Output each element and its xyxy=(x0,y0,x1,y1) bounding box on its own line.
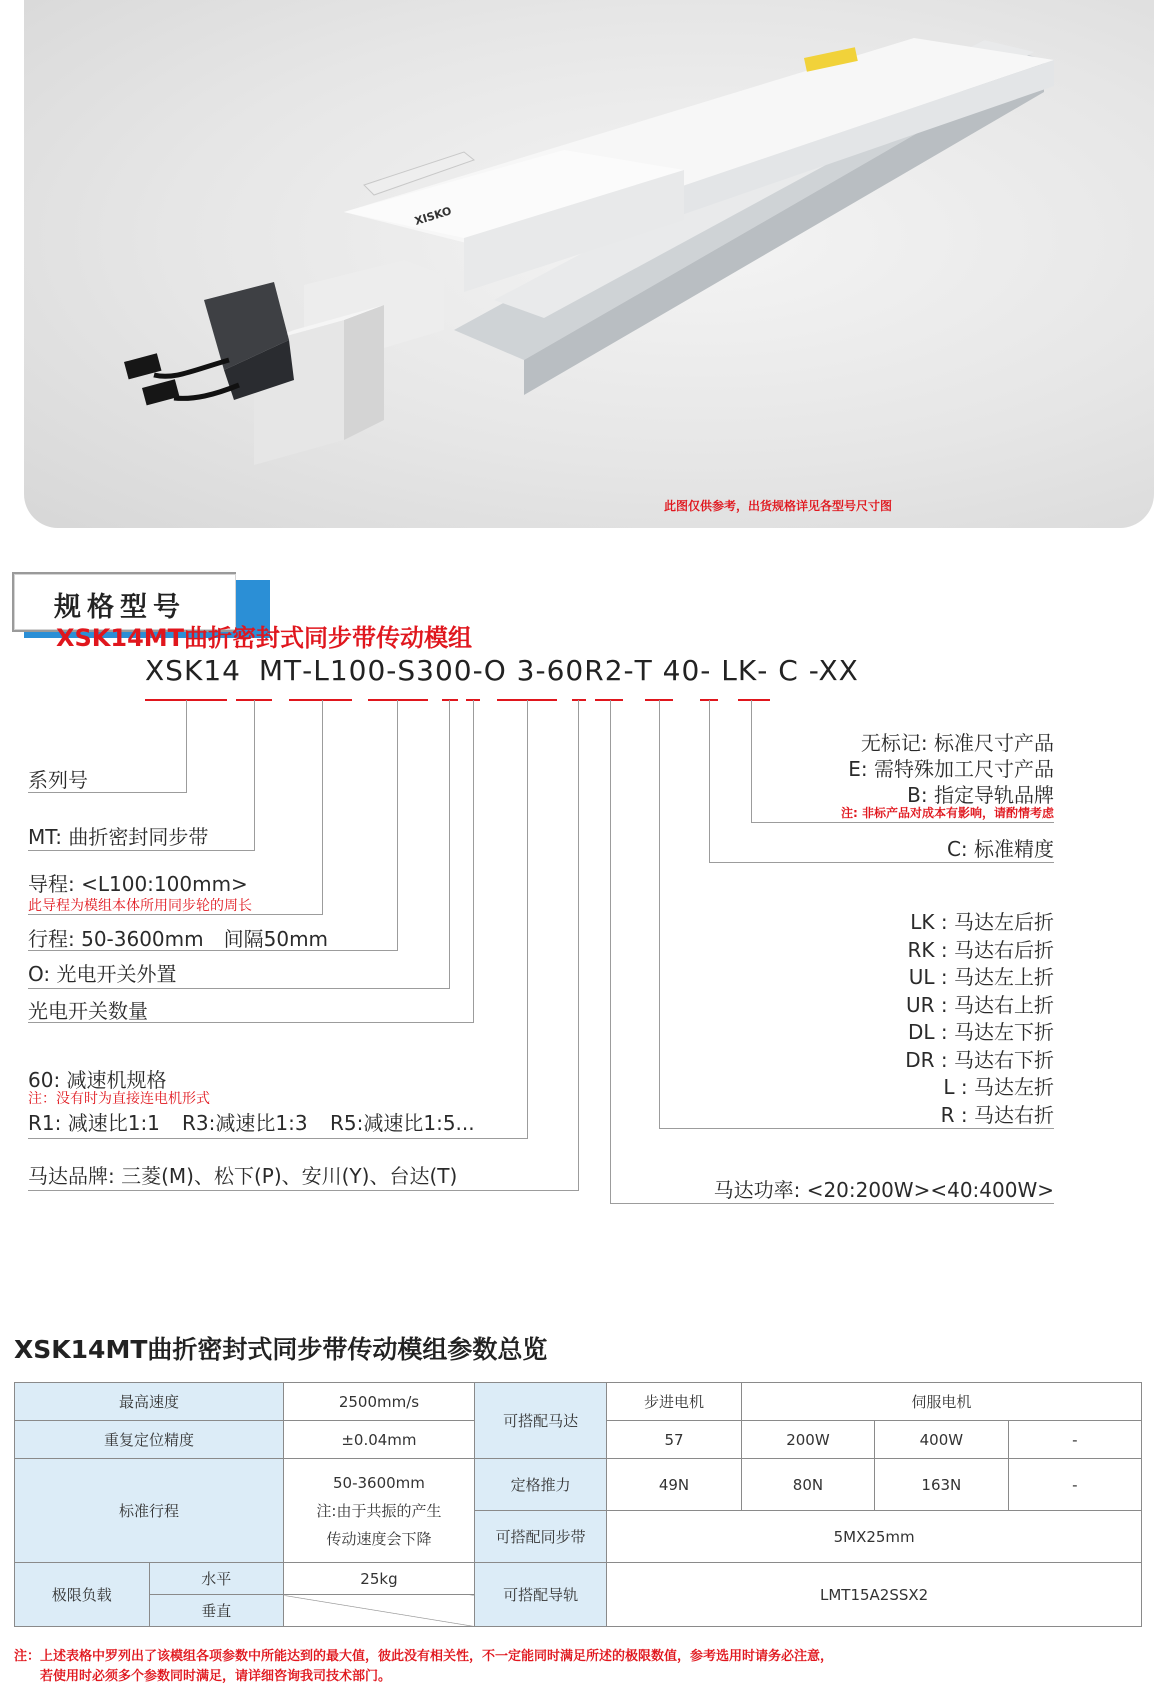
stroke-value: 50-3600mm xyxy=(333,1473,425,1492)
code-fold: LK xyxy=(721,654,758,687)
fold-item: LK : 马达左后折 xyxy=(910,910,1054,934)
cell-dash: - xyxy=(1008,1459,1141,1511)
cell-motor-label: 可搭配马达 xyxy=(474,1383,606,1459)
label-ratio-1: R1: 减速比1:1 xyxy=(28,1111,160,1135)
cell-servo: 伺服电机 xyxy=(741,1383,1141,1421)
product-title: XSK14MT曲折密封式同步带传动模组 xyxy=(56,624,473,652)
code-sep: - xyxy=(623,654,635,687)
cell-max-speed-label: 最高速度 xyxy=(15,1383,284,1421)
cell-rail-label: 可搭配导轨 xyxy=(474,1563,606,1627)
cell-load-v-label: 垂直 xyxy=(149,1595,284,1627)
note-lead: 此导程为模组本体所用同步轮的周长 xyxy=(28,898,252,914)
cell-servo-200: 200W xyxy=(741,1421,874,1459)
cell-load-h: 25kg xyxy=(284,1563,475,1595)
code-sep: - xyxy=(757,654,769,687)
label-motor-brand: 马达品牌: 三菱(M)、松下(P)、安川(Y)、台达(T) xyxy=(28,1164,458,1188)
fold-item: L : 马达左折 xyxy=(943,1075,1054,1099)
cell-load-v-empty xyxy=(284,1595,475,1627)
model-code xyxy=(145,654,859,687)
code-mt: MT xyxy=(258,654,303,687)
label-lead: 导程: <L100:100mm> xyxy=(28,872,248,896)
code-sep: - xyxy=(386,654,398,687)
code-lead: L100 xyxy=(313,654,387,687)
code-sep: - xyxy=(535,654,547,687)
label-stroke: 行程: 50-3600mm 间隔50mm xyxy=(28,927,329,951)
label-ratio-5: R5:减速比1:5... xyxy=(330,1111,475,1135)
linear-module-illustration xyxy=(24,0,1154,528)
cell-belt: 5MX25mm xyxy=(607,1511,1142,1563)
code-sep: - xyxy=(700,654,712,687)
note-reducer: 注：没有时为直接连电机形式 xyxy=(28,1091,210,1107)
label-reducer: 60: 减速机规格 xyxy=(28,1068,167,1092)
code-stroke: S300 xyxy=(397,654,473,687)
cell-servo-400: 400W xyxy=(875,1421,1008,1459)
cell-force-label: 定格推力 xyxy=(474,1459,606,1511)
footnote-1: 注：上述表格中罗列出了该模组各项参数中所能达到的最大值，彼此没有相关性，不一定能同时满足所述的极限数值，参考选用时请务必注意， xyxy=(14,1649,834,1664)
note-nonstandard: 注: 非标产品对成本有影响，请酌情考虑 xyxy=(841,806,1054,820)
label-sensor-count: 光电开关数量 xyxy=(28,999,148,1023)
code-reducer: 60R2 xyxy=(546,654,624,687)
cell-belt-label: 可搭配同步带 xyxy=(474,1511,606,1563)
product-photo xyxy=(24,0,1154,528)
fold-item: DR : 马达右下折 xyxy=(905,1047,1054,1072)
underline-power xyxy=(595,699,623,701)
code-power: 40 xyxy=(662,654,701,687)
code-custom: -XX xyxy=(808,654,859,687)
cell-repeat-label: 重复定位精度 xyxy=(15,1421,284,1459)
spec-table xyxy=(14,1382,1142,1627)
code-sep: - xyxy=(302,654,314,687)
underline-lead xyxy=(289,699,352,701)
label-ratio-3: R3:减速比1:3 xyxy=(182,1111,308,1135)
cell-load-label: 极限负载 xyxy=(15,1563,150,1627)
image-disclaimer: 此图仅供参考，出货规格详见各型号尺寸图 xyxy=(664,499,893,513)
brand-logo: XISKO xyxy=(413,204,454,228)
stroke-note-1: 注:由于共振的产生 xyxy=(316,1501,442,1520)
footnote-2: 若使用时必须多个参数同时满足，请详细咨询我司技术部门。 xyxy=(40,1669,392,1684)
fold-item: DL : 马达左下折 xyxy=(907,1020,1054,1044)
cell-stepper-size: 57 xyxy=(607,1421,742,1459)
cell-force-400: 163N xyxy=(875,1459,1008,1511)
cell-stroke-label: 标准行程 xyxy=(15,1459,284,1563)
cell-force-200: 80N xyxy=(741,1459,874,1511)
label-sensor: O: 光电开关外置 xyxy=(28,962,177,986)
cell-stepper: 步进电机 xyxy=(607,1383,742,1421)
fold-item: R : 马达右折 xyxy=(940,1102,1054,1127)
fold-item: UL : 马达左上折 xyxy=(908,965,1054,989)
cell-max-speed: 2500mm/s xyxy=(284,1383,475,1421)
fold-list xyxy=(834,906,1054,1126)
label-precision: C: 标准精度 xyxy=(946,837,1054,861)
label-series: 系列号 xyxy=(28,768,88,792)
cell-repeat: ±0.04mm xyxy=(284,1421,475,1459)
cell-rail: LMT15A2SSX2 xyxy=(607,1563,1142,1627)
code-precision: C xyxy=(778,654,799,687)
cell-force-stepper: 49N xyxy=(607,1459,742,1511)
underline-custom xyxy=(738,699,770,701)
section-title: 规格型号 xyxy=(54,592,186,623)
cell-stroke xyxy=(284,1459,475,1563)
stroke-note-2: 传动速度会下降 xyxy=(326,1529,432,1548)
code-brand: T xyxy=(634,654,653,687)
label-special-size: E: 需特殊加工尺寸产品 xyxy=(848,757,1054,781)
fold-item: RK : 马达右后折 xyxy=(907,937,1054,962)
code-sensor-count: 3 xyxy=(516,654,536,687)
code-sensor: O xyxy=(483,654,507,687)
underline-sensor xyxy=(442,699,458,701)
fold-item: UR : 马达右上折 xyxy=(905,992,1054,1017)
label-motor-power: 马达功率: <20:200W><40:400W> xyxy=(713,1178,1054,1202)
code-series: XSK14 xyxy=(145,654,241,687)
underline-stroke xyxy=(368,699,428,701)
label-rail-brand: B: 指定导轨品牌 xyxy=(907,783,1054,807)
label-standard-size: 无标记: 标准尺寸产品 xyxy=(860,731,1054,755)
cell-dash: - xyxy=(1008,1421,1141,1459)
underline-brand xyxy=(572,699,586,701)
table-title: XSK14MT曲折密封式同步带传动模组参数总览 xyxy=(14,1335,548,1364)
label-mt: MT: 曲折密封同步带 xyxy=(28,825,209,849)
code-sep: - xyxy=(472,654,484,687)
cell-load-h-label: 水平 xyxy=(149,1563,284,1595)
